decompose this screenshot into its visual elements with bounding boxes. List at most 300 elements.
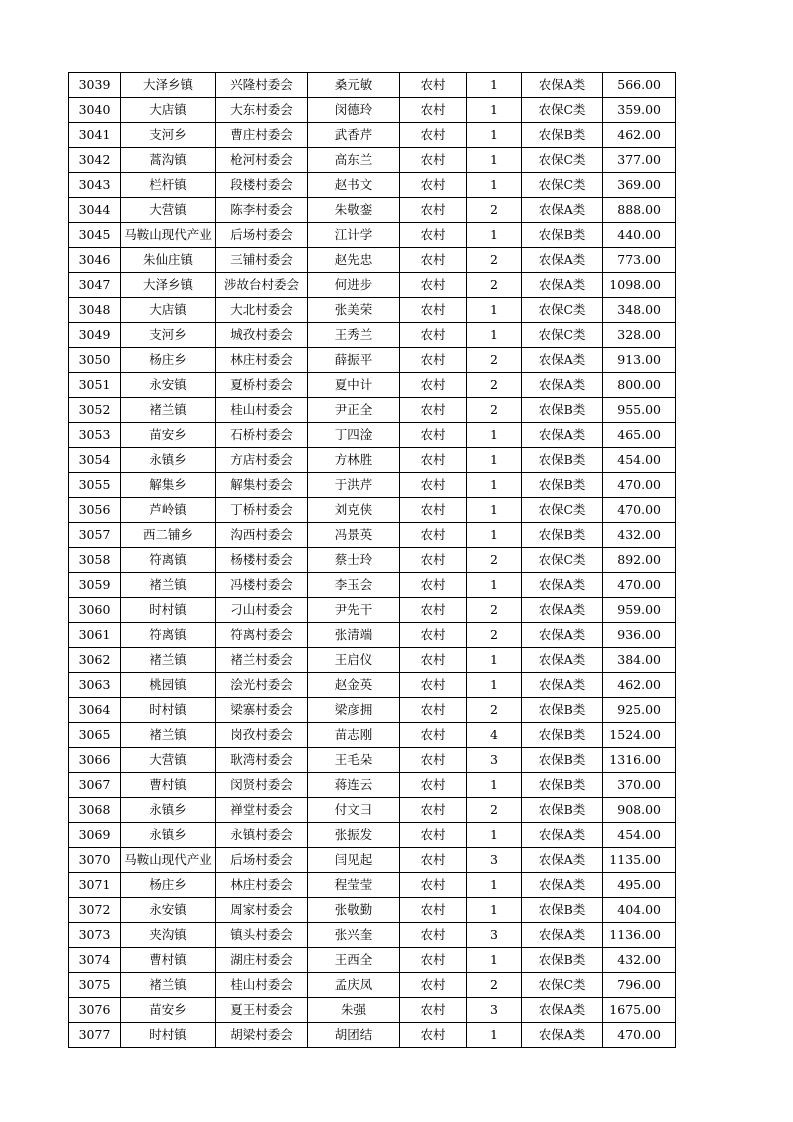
area-type-cell: 农村	[400, 798, 467, 823]
town-cell: 西二铺乡	[121, 523, 216, 548]
person-name-cell: 胡团结	[308, 1023, 400, 1048]
insurance-class-cell: 农保B类	[522, 748, 603, 773]
amount-cell: 377.00	[603, 148, 676, 173]
amount-cell: 796.00	[603, 973, 676, 998]
village-committee-cell: 浍光村委会	[216, 673, 308, 698]
household-size-cell: 1	[467, 123, 522, 148]
town-cell: 蒿沟镇	[121, 148, 216, 173]
table-row	[69, 673, 676, 698]
amount-cell: 959.00	[603, 598, 676, 623]
table-body	[69, 73, 676, 1048]
person-name-cell: 李玉会	[308, 573, 400, 598]
insurance-class-cell: 农保A类	[522, 198, 603, 223]
household-size-cell: 2	[467, 273, 522, 298]
amount-cell: 470.00	[603, 498, 676, 523]
amount-cell: 370.00	[603, 773, 676, 798]
village-committee-cell: 闵贤村委会	[216, 773, 308, 798]
record-no-cell: 3065	[69, 723, 121, 748]
village-committee-cell: 解集村委会	[216, 473, 308, 498]
village-committee-cell: 大北村委会	[216, 298, 308, 323]
insurance-class-cell: 农保A类	[522, 1023, 603, 1048]
village-committee-cell: 林庄村委会	[216, 348, 308, 373]
table-row	[69, 748, 676, 773]
table-row	[69, 348, 676, 373]
area-type-cell: 农村	[400, 173, 467, 198]
town-cell: 大泽乡镇	[121, 273, 216, 298]
insurance-class-cell: 农保A类	[522, 623, 603, 648]
table-row	[69, 548, 676, 573]
amount-cell: 454.00	[603, 448, 676, 473]
village-committee-cell: 冯楼村委会	[216, 573, 308, 598]
area-type-cell: 农村	[400, 323, 467, 348]
person-name-cell: 蔡士玲	[308, 548, 400, 573]
household-size-cell: 1	[467, 948, 522, 973]
household-size-cell: 3	[467, 748, 522, 773]
record-no-cell: 3064	[69, 698, 121, 723]
village-committee-cell: 桂山村委会	[216, 398, 308, 423]
amount-cell: 913.00	[603, 348, 676, 373]
person-name-cell: 武香芹	[308, 123, 400, 148]
household-size-cell: 1	[467, 873, 522, 898]
village-committee-cell: 梁寨村委会	[216, 698, 308, 723]
town-cell: 苗安乡	[121, 423, 216, 448]
village-committee-cell: 枪河村委会	[216, 148, 308, 173]
insurance-class-cell: 农保B类	[522, 123, 603, 148]
household-size-cell: 1	[467, 823, 522, 848]
table-row	[69, 598, 676, 623]
household-size-cell: 2	[467, 798, 522, 823]
village-committee-cell: 大东村委会	[216, 98, 308, 123]
household-size-cell: 1	[467, 323, 522, 348]
household-size-cell: 1	[467, 498, 522, 523]
area-type-cell: 农村	[400, 573, 467, 598]
record-no-cell: 3071	[69, 873, 121, 898]
household-size-cell: 1	[467, 898, 522, 923]
insurance-class-cell: 农保B类	[522, 448, 603, 473]
household-size-cell: 1	[467, 523, 522, 548]
insurance-class-cell: 农保A类	[522, 673, 603, 698]
record-no-cell: 3041	[69, 123, 121, 148]
amount-cell: 566.00	[603, 73, 676, 98]
person-name-cell: 闫见起	[308, 848, 400, 873]
town-cell: 褚兰镇	[121, 573, 216, 598]
amount-cell: 1524.00	[603, 723, 676, 748]
insurance-class-cell: 农保B类	[522, 773, 603, 798]
amount-cell: 462.00	[603, 123, 676, 148]
table-row	[69, 198, 676, 223]
record-no-cell: 3069	[69, 823, 121, 848]
person-name-cell: 张振发	[308, 823, 400, 848]
area-type-cell: 农村	[400, 723, 467, 748]
area-type-cell: 农村	[400, 498, 467, 523]
record-no-cell: 3075	[69, 973, 121, 998]
area-type-cell: 农村	[400, 823, 467, 848]
insurance-class-cell: 农保A类	[522, 423, 603, 448]
household-size-cell: 2	[467, 698, 522, 723]
person-name-cell: 高东兰	[308, 148, 400, 173]
town-cell: 永安镇	[121, 373, 216, 398]
area-type-cell: 农村	[400, 448, 467, 473]
table-row	[69, 798, 676, 823]
person-name-cell: 蒋连云	[308, 773, 400, 798]
table-row	[69, 498, 676, 523]
household-size-cell: 1	[467, 673, 522, 698]
record-no-cell: 3061	[69, 623, 121, 648]
insurance-class-cell: 农保B类	[522, 473, 603, 498]
town-cell: 朱仙庄镇	[121, 248, 216, 273]
village-committee-cell: 后场村委会	[216, 848, 308, 873]
amount-cell: 1135.00	[603, 848, 676, 873]
amount-cell: 470.00	[603, 1023, 676, 1048]
table-row	[69, 1023, 676, 1048]
town-cell: 褚兰镇	[121, 723, 216, 748]
amount-cell: 888.00	[603, 198, 676, 223]
table-row	[69, 773, 676, 798]
household-size-cell: 1	[467, 148, 522, 173]
area-type-cell: 农村	[400, 348, 467, 373]
area-type-cell: 农村	[400, 423, 467, 448]
household-size-cell: 1	[467, 98, 522, 123]
village-committee-cell: 兴隆村委会	[216, 73, 308, 98]
area-type-cell: 农村	[400, 373, 467, 398]
area-type-cell: 农村	[400, 973, 467, 998]
amount-cell: 348.00	[603, 298, 676, 323]
record-no-cell: 3044	[69, 198, 121, 223]
person-name-cell: 王启仪	[308, 648, 400, 673]
record-no-cell: 3051	[69, 373, 121, 398]
household-size-cell: 2	[467, 398, 522, 423]
area-type-cell: 农村	[400, 648, 467, 673]
record-no-cell: 3045	[69, 223, 121, 248]
person-name-cell: 张清端	[308, 623, 400, 648]
table-row	[69, 873, 676, 898]
amount-cell: 359.00	[603, 98, 676, 123]
table-row	[69, 948, 676, 973]
village-committee-cell: 符离村委会	[216, 623, 308, 648]
village-committee-cell: 镇头村委会	[216, 923, 308, 948]
person-name-cell: 薛振平	[308, 348, 400, 373]
village-committee-cell: 曹庄村委会	[216, 123, 308, 148]
town-cell: 曹村镇	[121, 773, 216, 798]
town-cell: 褚兰镇	[121, 973, 216, 998]
town-cell: 永安镇	[121, 898, 216, 923]
table-row	[69, 923, 676, 948]
household-size-cell: 1	[467, 223, 522, 248]
town-cell: 时村镇	[121, 598, 216, 623]
record-no-cell: 3055	[69, 473, 121, 498]
village-committee-cell: 林庄村委会	[216, 873, 308, 898]
area-type-cell: 农村	[400, 223, 467, 248]
insurance-class-cell: 农保A类	[522, 248, 603, 273]
person-name-cell: 赵书文	[308, 173, 400, 198]
insurance-class-cell: 农保A类	[522, 998, 603, 1023]
household-size-cell: 1	[467, 448, 522, 473]
table-row	[69, 448, 676, 473]
person-name-cell: 张美荣	[308, 298, 400, 323]
area-type-cell: 农村	[400, 273, 467, 298]
person-name-cell: 方林胜	[308, 448, 400, 473]
record-no-cell: 3056	[69, 498, 121, 523]
village-committee-cell: 夏桥村委会	[216, 373, 308, 398]
record-no-cell: 3068	[69, 798, 121, 823]
village-committee-cell: 城孜村委会	[216, 323, 308, 348]
household-size-cell: 1	[467, 423, 522, 448]
table-row	[69, 273, 676, 298]
person-name-cell: 闵德玲	[308, 98, 400, 123]
household-size-cell: 1	[467, 573, 522, 598]
area-type-cell: 农村	[400, 923, 467, 948]
table-row	[69, 698, 676, 723]
table-row	[69, 298, 676, 323]
person-name-cell: 尹正全	[308, 398, 400, 423]
insurance-class-cell: 农保B类	[522, 948, 603, 973]
person-name-cell: 于洪芹	[308, 473, 400, 498]
town-cell: 大泽乡镇	[121, 73, 216, 98]
amount-cell: 925.00	[603, 698, 676, 723]
insurance-class-cell: 农保B类	[522, 398, 603, 423]
household-size-cell: 3	[467, 923, 522, 948]
household-size-cell: 2	[467, 623, 522, 648]
table-row	[69, 423, 676, 448]
person-name-cell: 孟庆凤	[308, 973, 400, 998]
village-committee-cell: 沟西村委会	[216, 523, 308, 548]
village-committee-cell: 三铺村委会	[216, 248, 308, 273]
amount-cell: 432.00	[603, 948, 676, 973]
record-no-cell: 3047	[69, 273, 121, 298]
record-no-cell: 3058	[69, 548, 121, 573]
record-no-cell: 3063	[69, 673, 121, 698]
amount-cell: 470.00	[603, 473, 676, 498]
table-row	[69, 73, 676, 98]
person-name-cell: 王西全	[308, 948, 400, 973]
record-no-cell: 3060	[69, 598, 121, 623]
insurance-class-cell: 农保A类	[522, 348, 603, 373]
household-size-cell: 1	[467, 648, 522, 673]
person-name-cell: 冯景英	[308, 523, 400, 548]
record-no-cell: 3053	[69, 423, 121, 448]
person-name-cell: 朱强	[308, 998, 400, 1023]
insurance-class-cell: 农保B类	[522, 523, 603, 548]
insurance-class-cell: 农保A类	[522, 923, 603, 948]
insurance-class-cell: 农保B类	[522, 723, 603, 748]
household-size-cell: 3	[467, 998, 522, 1023]
area-type-cell: 农村	[400, 398, 467, 423]
table-row	[69, 398, 676, 423]
record-no-cell: 3046	[69, 248, 121, 273]
record-no-cell: 3050	[69, 348, 121, 373]
person-name-cell: 王毛朵	[308, 748, 400, 773]
person-name-cell: 张敬勤	[308, 898, 400, 923]
town-cell: 褚兰镇	[121, 648, 216, 673]
amount-cell: 773.00	[603, 248, 676, 273]
area-type-cell: 农村	[400, 298, 467, 323]
insurance-class-cell: 农保A类	[522, 573, 603, 598]
amount-cell: 936.00	[603, 623, 676, 648]
table-row	[69, 223, 676, 248]
insurance-class-cell: 农保A类	[522, 823, 603, 848]
area-type-cell: 农村	[400, 773, 467, 798]
town-cell: 桃园镇	[121, 673, 216, 698]
amount-cell: 384.00	[603, 648, 676, 673]
village-committee-cell: 方店村委会	[216, 448, 308, 473]
household-size-cell: 1	[467, 298, 522, 323]
town-cell: 夹沟镇	[121, 923, 216, 948]
village-committee-cell: 永镇村委会	[216, 823, 308, 848]
household-size-cell: 3	[467, 848, 522, 873]
person-name-cell: 苗志刚	[308, 723, 400, 748]
table-row	[69, 323, 676, 348]
amount-cell: 462.00	[603, 673, 676, 698]
amount-cell: 404.00	[603, 898, 676, 923]
person-name-cell: 桑元敏	[308, 73, 400, 98]
village-committee-cell: 涉故台村委会	[216, 273, 308, 298]
table-row	[69, 848, 676, 873]
record-no-cell: 3052	[69, 398, 121, 423]
record-no-cell: 3072	[69, 898, 121, 923]
town-cell: 大营镇	[121, 198, 216, 223]
village-committee-cell: 湖庄村委会	[216, 948, 308, 973]
area-type-cell: 农村	[400, 998, 467, 1023]
person-name-cell: 朱敬銮	[308, 198, 400, 223]
area-type-cell: 农村	[400, 198, 467, 223]
town-cell: 马鞍山现代产业	[121, 848, 216, 873]
area-type-cell: 农村	[400, 98, 467, 123]
table-row	[69, 148, 676, 173]
table-row	[69, 173, 676, 198]
village-committee-cell: 胡梁村委会	[216, 1023, 308, 1048]
record-no-cell: 3039	[69, 73, 121, 98]
table-row	[69, 473, 676, 498]
town-cell: 褚兰镇	[121, 398, 216, 423]
amount-cell: 470.00	[603, 573, 676, 598]
household-size-cell: 2	[467, 198, 522, 223]
person-name-cell: 何进步	[308, 273, 400, 298]
town-cell: 解集乡	[121, 473, 216, 498]
village-committee-cell: 刁山村委会	[216, 598, 308, 623]
household-size-cell: 2	[467, 973, 522, 998]
town-cell: 永镇乡	[121, 448, 216, 473]
insurance-class-cell: 农保A类	[522, 73, 603, 98]
town-cell: 苗安乡	[121, 998, 216, 1023]
area-type-cell: 农村	[400, 848, 467, 873]
area-type-cell: 农村	[400, 673, 467, 698]
amount-cell: 908.00	[603, 798, 676, 823]
village-committee-cell: 陈李村委会	[216, 198, 308, 223]
area-type-cell: 农村	[400, 623, 467, 648]
record-no-cell: 3043	[69, 173, 121, 198]
village-committee-cell: 岗孜村委会	[216, 723, 308, 748]
table-row	[69, 723, 676, 748]
town-cell: 芦岭镇	[121, 498, 216, 523]
town-cell: 时村镇	[121, 698, 216, 723]
insurance-class-cell: 农保C类	[522, 323, 603, 348]
record-no-cell: 3067	[69, 773, 121, 798]
table-row	[69, 823, 676, 848]
table-row	[69, 573, 676, 598]
village-committee-cell: 后场村委会	[216, 223, 308, 248]
town-cell: 永镇乡	[121, 823, 216, 848]
area-type-cell: 农村	[400, 698, 467, 723]
record-no-cell: 3048	[69, 298, 121, 323]
village-committee-cell: 夏王村委会	[216, 998, 308, 1023]
village-committee-cell: 杨楼村委会	[216, 548, 308, 573]
area-type-cell: 农村	[400, 148, 467, 173]
amount-cell: 1136.00	[603, 923, 676, 948]
household-size-cell: 1	[467, 73, 522, 98]
household-size-cell: 2	[467, 248, 522, 273]
person-name-cell: 梁彦拥	[308, 698, 400, 723]
town-cell: 支河乡	[121, 123, 216, 148]
amount-cell: 1675.00	[603, 998, 676, 1023]
household-size-cell: 2	[467, 598, 522, 623]
table-row	[69, 973, 676, 998]
amount-cell: 800.00	[603, 373, 676, 398]
amount-cell: 432.00	[603, 523, 676, 548]
record-no-cell: 3077	[69, 1023, 121, 1048]
household-size-cell: 4	[467, 723, 522, 748]
village-committee-cell: 丁桥村委会	[216, 498, 308, 523]
table-row	[69, 373, 676, 398]
household-size-cell: 2	[467, 348, 522, 373]
record-no-cell: 3066	[69, 748, 121, 773]
area-type-cell: 农村	[400, 248, 467, 273]
town-cell: 支河乡	[121, 323, 216, 348]
area-type-cell: 农村	[400, 548, 467, 573]
amount-cell: 328.00	[603, 323, 676, 348]
amount-cell: 955.00	[603, 398, 676, 423]
insurance-class-cell: 农保C类	[522, 98, 603, 123]
record-no-cell: 3042	[69, 148, 121, 173]
town-cell: 杨庄乡	[121, 873, 216, 898]
village-committee-cell: 段楼村委会	[216, 173, 308, 198]
town-cell: 大店镇	[121, 98, 216, 123]
area-type-cell: 农村	[400, 523, 467, 548]
amount-cell: 1098.00	[603, 273, 676, 298]
person-name-cell: 赵先忠	[308, 248, 400, 273]
insurance-class-cell: 农保A类	[522, 848, 603, 873]
town-cell: 符离镇	[121, 548, 216, 573]
area-type-cell: 农村	[400, 748, 467, 773]
person-name-cell: 丁四淦	[308, 423, 400, 448]
area-type-cell: 农村	[400, 1023, 467, 1048]
insurance-class-cell: 农保C类	[522, 148, 603, 173]
household-size-cell: 2	[467, 373, 522, 398]
amount-cell: 369.00	[603, 173, 676, 198]
insurance-class-cell: 农保B类	[522, 223, 603, 248]
record-no-cell: 3049	[69, 323, 121, 348]
amount-cell: 1316.00	[603, 748, 676, 773]
person-name-cell: 张兴奎	[308, 923, 400, 948]
amount-cell: 454.00	[603, 823, 676, 848]
table-row	[69, 623, 676, 648]
area-type-cell: 农村	[400, 948, 467, 973]
village-committee-cell: 耿湾村委会	[216, 748, 308, 773]
town-cell: 大店镇	[121, 298, 216, 323]
record-no-cell: 3059	[69, 573, 121, 598]
insurance-class-cell: 农保C类	[522, 498, 603, 523]
area-type-cell: 农村	[400, 123, 467, 148]
record-no-cell: 3057	[69, 523, 121, 548]
town-cell: 符离镇	[121, 623, 216, 648]
record-no-cell: 3074	[69, 948, 121, 973]
table-row	[69, 248, 676, 273]
relief-records-table	[68, 72, 676, 1048]
person-name-cell: 赵金英	[308, 673, 400, 698]
household-size-cell: 1	[467, 473, 522, 498]
insurance-class-cell: 农保B类	[522, 798, 603, 823]
insurance-class-cell: 农保C类	[522, 173, 603, 198]
town-cell: 马鞍山现代产业	[121, 223, 216, 248]
